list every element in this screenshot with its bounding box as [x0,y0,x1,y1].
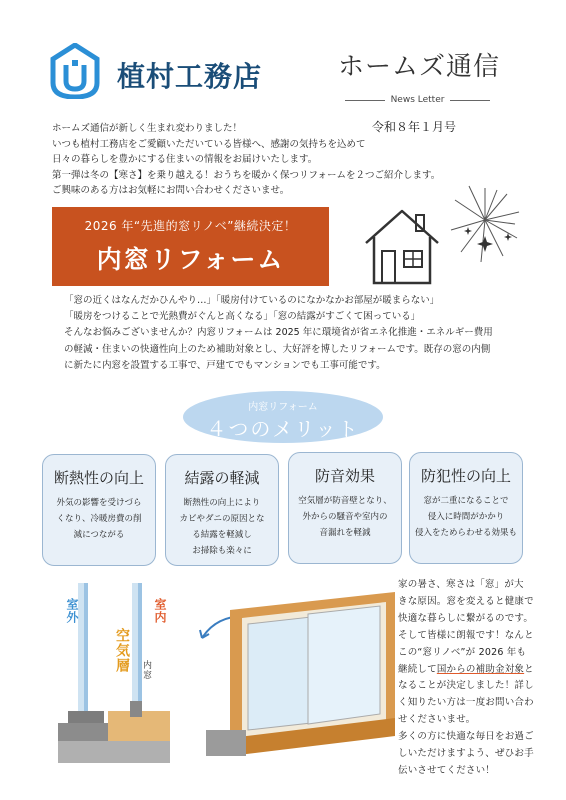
merit-body [410,493,522,541]
body-text [64,293,534,374]
label-air-layer: 空気層 [114,628,130,673]
house-logo-icon [50,43,100,99]
merit-line: くなり、冷暖房費の削 [56,514,142,524]
merit-body [166,495,278,559]
closing-line: 快適な暮らしに繋がるのです。 [398,612,534,624]
intro-line: いつも植村工務店をご愛顧いただいている皆様へ、感謝の気持ちを込めて [52,138,366,150]
closing-line: せくださいませ。 [398,714,476,726]
merit-title: 結露の軽減 [184,469,260,487]
merit-line: 断熱性の向上により [183,498,261,508]
merit-line: 侵入に時間がかかり [427,512,505,522]
closing-line: きな原因。窓を変えると健康で [398,595,534,607]
closing-line: そして皆様に朗報です！なんと [398,629,534,641]
closing-text-part: と [524,663,534,675]
merit-line: 減につながる [73,530,125,540]
closing-text [398,577,554,780]
label-inner-window: 内窓 [141,660,151,680]
merit-line: る結露を軽減し [192,530,252,540]
merit-line: 外気の影響を受けづら [56,498,142,508]
newsletter-subtitle-text: News Letter [390,95,445,105]
merit-line: 外からの騒音や室内の [302,512,388,522]
closing-line: なることが決定しました！詳し [398,680,534,692]
closing-line: しいただけますよう、ぜひお手 [398,748,534,760]
merit-title: 防音効果 [314,467,375,485]
merit-line: 音漏れを軽減 [319,528,371,538]
house-illustration-icon [362,205,442,287]
body-line: の軽減・住まいの快適性向上のため補助対象とし、大好評を博したリフォームです。既存の窓の内側 [64,343,491,355]
issue-date: 令和８年１月号 [372,120,457,134]
intro-line: 第一弾は冬の【寒さ】を乗り越える！おうちを暖かく保つリフォームを２つご紹介します。 [52,169,441,181]
label-outside: 室外 [65,598,79,624]
closing-line [398,662,554,679]
banner-subtitle: 2026 年“先進的窓リノベ”継続決定！ [84,219,297,233]
merits-title: ４つのメリット [206,417,360,441]
intro-line: ご興味のある方はお気軽にお問い合わせくださいませ。 [52,185,290,196]
merit-line: カビやダニの原因とな [179,514,265,524]
body-line: に新たに内窓を設置する工事で、戸建てでもマンションでも工事可能です。 [64,359,386,371]
closing-line: 伝いさせてください！ [398,764,496,776]
merit-card-soundproof [288,452,402,564]
newsletter-subtitle [345,95,490,105]
merit-line: お掃除も楽々に [192,546,252,556]
closing-line: 家の暑さ、寒さは「窓」が大 [398,579,524,590]
body-line: 「窓の近くはなんだかひんやり…」「暖房付けているのになかなかお部屋が暖まらない」 [64,295,440,306]
closing-line: この“窓リノベ”が 2026 年も [398,646,527,658]
intro-line: ホームズ通信が新しく生まれ変わりました！ [52,123,243,134]
closing-text-part: 継続して [398,663,437,675]
merit-line: 空気層が防音壁となり、 [298,496,392,506]
merit-line: 侵入をためらわせる効果も [414,528,517,538]
label-inside: 室内 [153,598,167,624]
merit-title: 断熱性の向上 [53,469,144,487]
merits-header [183,391,383,443]
merit-body [43,495,155,543]
company-name: 植村工務店 [117,60,263,93]
closing-line: 多くの方に快適な毎日をお過ご [398,731,534,743]
body-line: 「暖房をつけることで光熱費がぐんと高くなる」「窓の結露がすごくて困っている」 [64,311,421,323]
body-line: そんなお悩みございませんか？内窓リフォームは 2025 年に環境省が省エネ化推進・エネルギー費用 [64,327,493,339]
merit-title: 防犯性の向上 [420,467,511,485]
merits-subtitle: 内窓リフォーム [248,402,318,413]
closing-line: く知りたい方は一度お問い合わ [398,697,534,709]
intro-line: 日々の暮らしを豊かにする住まいの情報をお届けいたします。 [52,154,318,165]
subsidy-highlight: 国からの補助金対象 [436,663,525,675]
merit-card-condensation [165,454,279,566]
sparkle-icon [445,180,525,272]
window-illustration [190,580,400,760]
merit-card-insulation [42,454,156,566]
merit-line: 窓が二重になることで [423,496,509,506]
promo-banner [52,207,329,286]
merit-card-security [409,452,523,564]
newsletter-title: ホームズ通信 [338,52,501,82]
merit-body [289,493,401,541]
banner-title: 内窓リフォーム [96,245,285,274]
